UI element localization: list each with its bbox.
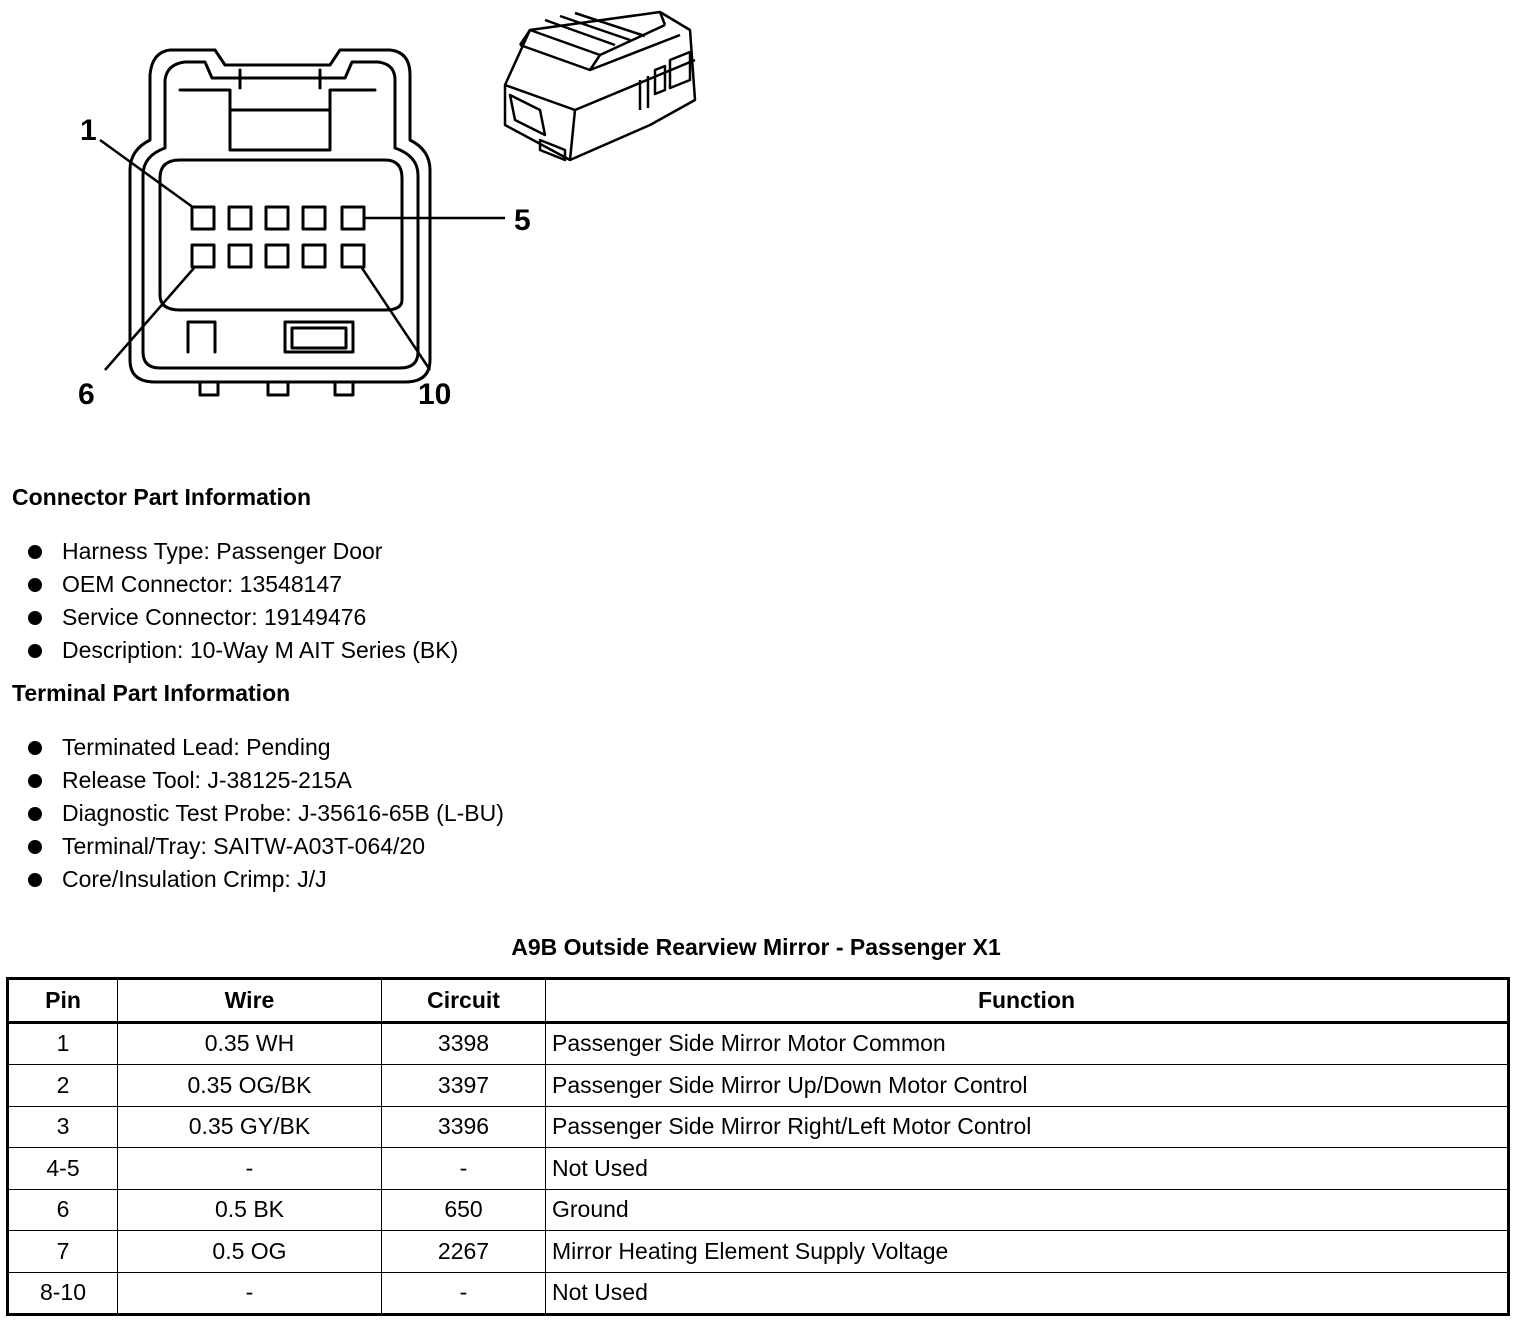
list-item-text: OEM Connector: 13548147 xyxy=(62,571,343,597)
cell-wire: 0.5 OG xyxy=(118,1231,382,1273)
list-item xyxy=(28,863,504,896)
cell-pin: 1 xyxy=(8,1022,118,1065)
cell-wire: - xyxy=(118,1272,382,1315)
terminal-cavity-9 xyxy=(303,245,325,267)
cell-function: Passenger Side Mirror Up/Down Motor Control xyxy=(546,1065,1509,1107)
cell-circuit: 650 xyxy=(382,1189,546,1231)
bullet-icon xyxy=(28,611,42,625)
list-item-text: Terminated Lead: Pending xyxy=(62,734,331,760)
cell-circuit: - xyxy=(382,1148,546,1190)
bullet-icon xyxy=(28,644,42,658)
list-item xyxy=(28,731,504,764)
terminal-cavity-6 xyxy=(192,245,214,267)
list-item xyxy=(28,797,504,830)
connector-part-info-heading: Connector Part Information xyxy=(12,484,312,510)
list-item xyxy=(28,764,504,797)
list-item-text: Release Tool: J-38125-215A xyxy=(62,767,352,793)
peg-right xyxy=(335,382,353,395)
latch-detail xyxy=(180,90,375,150)
pin-label-1: 1 xyxy=(80,114,97,147)
bottom-key-left xyxy=(188,322,215,352)
terminal-cavity-5 xyxy=(342,207,364,229)
leader-line-pin10 xyxy=(362,268,430,370)
leader-line-pin6 xyxy=(105,268,194,370)
cell-pin: 4-5 xyxy=(8,1148,118,1190)
bullet-icon xyxy=(28,741,42,755)
pinout-table-title: A9B Outside Rearview Mirror - Passenger X1 xyxy=(511,934,1001,960)
pin-label-6: 6 xyxy=(78,378,95,411)
table-header-row xyxy=(8,979,1509,1023)
terminal-cavity-10 xyxy=(342,245,364,267)
terminal-cavity-8 xyxy=(266,245,288,267)
peg-center xyxy=(268,382,288,395)
table-row xyxy=(8,1106,1509,1148)
list-item xyxy=(28,830,504,863)
list-item-text: Terminal/Tray: SAITW-A03T-064/20 xyxy=(62,833,426,859)
terminal-cavity-4 xyxy=(303,207,325,229)
terminal-cavity-2 xyxy=(229,207,251,229)
terminal-info-list xyxy=(28,731,504,896)
connector-face-diagram xyxy=(0,0,720,430)
cell-function: Mirror Heating Element Supply Voltage xyxy=(546,1231,1509,1273)
cell-function: Passenger Side Mirror Motor Common xyxy=(546,1022,1509,1065)
column-header-circuit: Circuit xyxy=(382,979,546,1023)
connector-info-list xyxy=(28,535,458,667)
list-item-text: Service Connector: 19149476 xyxy=(62,604,367,630)
bullet-icon xyxy=(28,578,42,592)
terminal-part-info-heading: Terminal Part Information xyxy=(12,680,291,706)
cell-function: Ground xyxy=(546,1189,1509,1231)
pin-label-10: 10 xyxy=(418,378,452,411)
table-row xyxy=(8,1148,1509,1190)
cell-circuit: 2267 xyxy=(382,1231,546,1273)
list-item xyxy=(28,601,458,634)
terminal-cavity-7 xyxy=(229,245,251,267)
cell-pin: 2 xyxy=(8,1065,118,1107)
cell-pin: 8-10 xyxy=(8,1272,118,1315)
cell-wire: 0.5 BK xyxy=(118,1189,382,1231)
cell-wire: 0.35 WH xyxy=(118,1022,382,1065)
list-item-text: Description: 10-Way M AIT Series (BK) xyxy=(62,637,459,663)
column-header-pin: Pin xyxy=(8,979,118,1023)
table-row xyxy=(8,1065,1509,1107)
connector-outer-body xyxy=(130,50,430,382)
terminal-cavity-1 xyxy=(192,207,214,229)
list-item-text: Diagnostic Test Probe: J-35616-65B (L-BU) xyxy=(62,800,504,826)
cavity-frame xyxy=(160,160,402,310)
pin-label-5: 5 xyxy=(514,204,531,237)
cell-circuit: 3396 xyxy=(382,1106,546,1148)
connector-inner-outline xyxy=(143,62,418,368)
bullet-icon xyxy=(28,774,42,788)
cell-function: Not Used xyxy=(546,1148,1509,1190)
column-header-wire: Wire xyxy=(118,979,382,1023)
table-row xyxy=(8,1231,1509,1273)
cell-pin: 6 xyxy=(8,1189,118,1231)
cell-wire: - xyxy=(118,1148,382,1190)
cell-pin: 3 xyxy=(8,1106,118,1148)
cell-circuit: - xyxy=(382,1272,546,1315)
bullet-icon xyxy=(28,873,42,887)
list-item xyxy=(28,634,458,667)
table-row xyxy=(8,1189,1509,1231)
cell-circuit: 3397 xyxy=(382,1065,546,1107)
cell-wire: 0.35 GY/BK xyxy=(118,1106,382,1148)
table-row xyxy=(8,1272,1509,1315)
list-item xyxy=(28,535,458,568)
cell-wire: 0.35 OG/BK xyxy=(118,1065,382,1107)
bullet-icon xyxy=(28,545,42,559)
peg-left xyxy=(200,382,218,395)
pinout-table xyxy=(6,977,1510,1316)
bullet-icon xyxy=(28,807,42,821)
cell-pin: 7 xyxy=(8,1231,118,1273)
list-item xyxy=(28,568,458,601)
terminal-cavity-3 xyxy=(266,207,288,229)
list-item-text: Core/Insulation Crimp: J/J xyxy=(62,866,327,892)
cell-circuit: 3398 xyxy=(382,1022,546,1065)
table-row xyxy=(8,1022,1509,1065)
cell-function: Passenger Side Mirror Right/Left Motor Control xyxy=(546,1106,1509,1148)
leader-line-pin1 xyxy=(100,140,194,208)
list-item-text: Harness Type: Passenger Door xyxy=(62,538,383,564)
column-header-function: Function xyxy=(546,979,1509,1023)
bullet-icon xyxy=(28,840,42,854)
bottom-key-center-inner xyxy=(292,328,346,348)
cell-function: Not Used xyxy=(546,1272,1509,1315)
connector-isometric-illustration xyxy=(505,12,695,160)
